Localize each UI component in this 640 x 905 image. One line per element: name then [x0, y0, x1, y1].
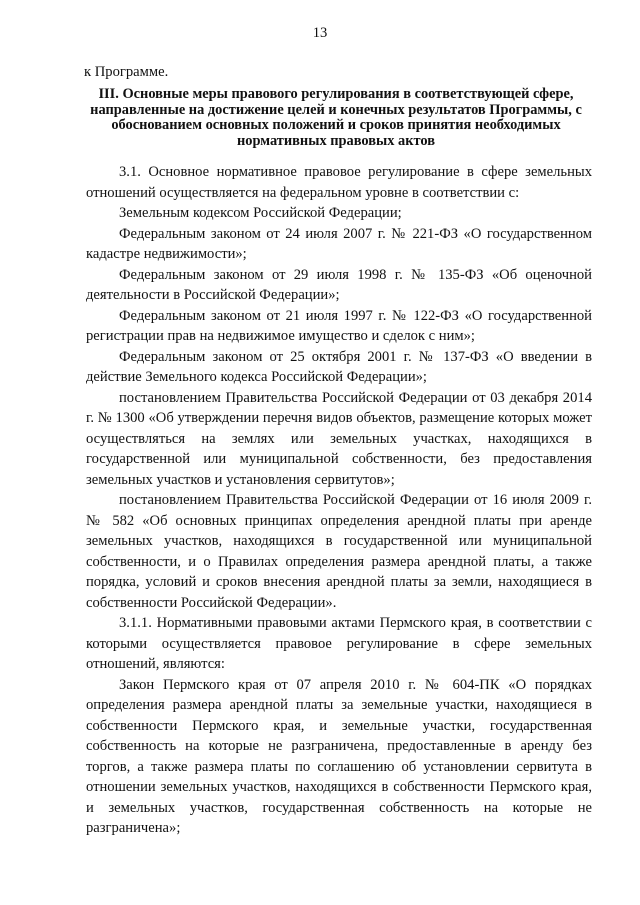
list-item-resolution-1300: постановлением Правительства Российской Федерации от 03 декабря 2014 г. № 1300 «Об утверждении перечня видов объектов, размещение которых может осуществляться на землях или земельных участках, находящихся в государственной или муниципальной собственности, без предоставления земельных участков и установления сервитутов»;: [86, 389, 592, 488]
annex-reference: к Программе.: [84, 64, 169, 80]
list-item-resolution-582: постановлением Правительства Российской Федерации от 16 июля 2009 г. № 582 «Об основных принципах определения арендной платы при аренде земельных участков, находящихся в государственной или муниципальной собственности, и о Правилах определения размера арендной платы, а также порядка, условий и сроков внесения арендной платы за земли, находящиеся в собственности Российской Федерации».: [86, 492, 592, 611]
list-item-law-221: Федеральным законом от 24 июля 2007 г. № 221-ФЗ «О государственном кадастре недвижимости»;: [86, 225, 592, 262]
list-item-perm-law-604: Закон Пермского края от 07 апреля 2010 г. № 604-ПК «О порядках определения размера арендной платы за земельные участки, находящиеся в собственности Пермского края, и земельные участки, государственная собственность на которые не разграничена, предоставленные в аренду без торгов, а также размера платы по соглашению об установлении сервитута в отношении земельных участков, находящихся в собственности Пермского края, и земельных участков, государственная собственность на которые не разграничена»;: [86, 676, 592, 836]
section-heading: III. Основные меры правового регулирования в соответствующей сфере, направленные на достижение целей и конечных результатов Программы, с обоснованием основных положений и сроков принятия необходимых нормативных правовых актов: [90, 86, 582, 149]
list-item-law-135: Федеральным законом от 29 июля 1998 г. № 135-ФЗ «Об оценочной деятельности в Российской Федерации»;: [86, 266, 592, 303]
paragraph-3-1: 3.1. Основное нормативное правовое регулирование в сфере земельных отношений осуществляется на федеральном уровне в соответствии с:: [86, 164, 592, 201]
list-item-law-137: Федеральным законом от 25 октября 2001 г. № 137-ФЗ «О введении в действие Земельного кодекса Российской Федерации»;: [86, 348, 592, 385]
page-number: 13: [312, 25, 328, 41]
document-body: [86, 162, 592, 839]
list-item-law-122: Федеральным законом от 21 июля 1997 г. № 122-ФЗ «О государственной регистрации прав на недвижимое имущество и сделок с ним»;: [86, 307, 592, 344]
list-item-land-code: Земельным кодексом Российской Федерации;: [119, 205, 402, 221]
paragraph-3-1-1: 3.1.1. Нормативными правовыми актами Пермского края, в соответствии с которыми осуществляется правовое регулирование в сфере земельных отношений, являются:: [86, 615, 592, 672]
